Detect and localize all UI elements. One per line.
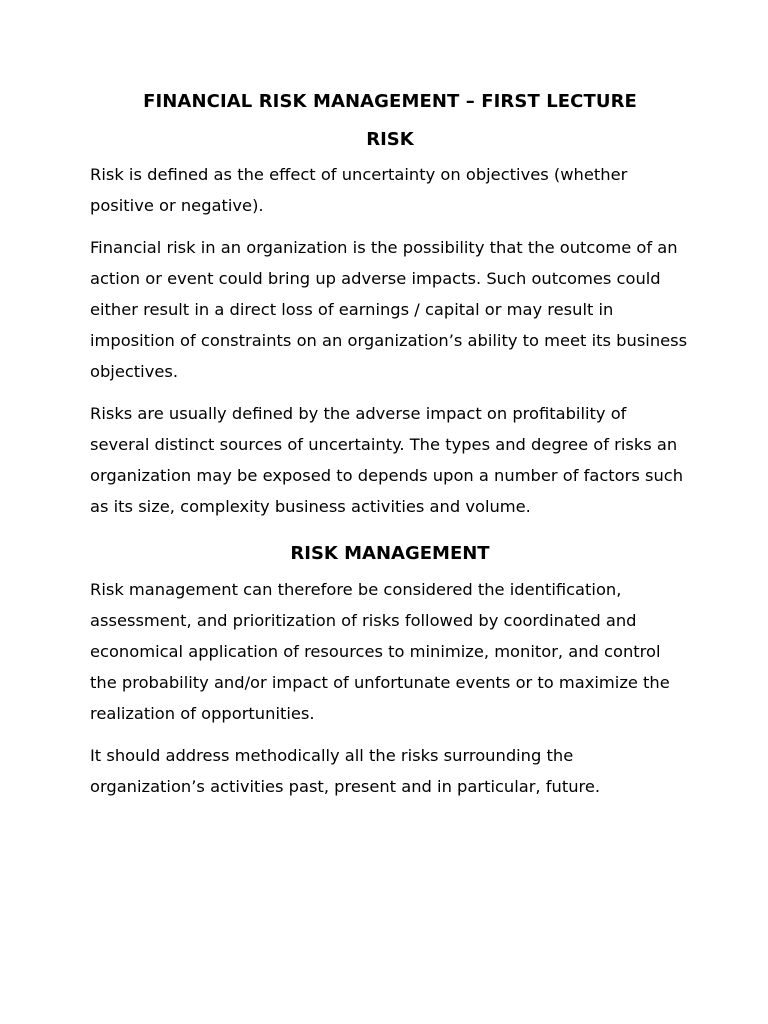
- document-body: [90, 88, 690, 813]
- paragraph-risk-sources: Risks are usually defined by the adverse impact on profitability of several distinct sources of uncertainty. The types and degree of risks an organization may be exposed to depends upon a number of factors such as its size, complexity business activities and volume.: [90, 404, 684, 516]
- section-heading-risk-management: RISK MANAGEMENT: [290, 543, 490, 564]
- paragraph-financial-risk: Financial risk in an organization is the possibility that the outcome of an action or event could bring up adverse impacts. Such outcomes could either result in a direct loss of earnings / capital or may result in imposition of constraints on an organization’s ability to meet its business objectives.: [90, 238, 688, 381]
- section-heading-risk: RISK: [366, 129, 414, 150]
- document-title: FINANCIAL RISK MANAGEMENT – FIRST LECTURE: [143, 91, 637, 112]
- paragraph-risk-definition: Risk is defined as the effect of uncertainty on objectives (whether positive or negative).: [90, 165, 628, 215]
- paragraph-risk-management-scope: It should address methodically all the risks surrounding the organization’s activities past, present and in particular, future.: [90, 746, 601, 796]
- paragraph-risk-management-definition: Risk management can therefore be considered the identification, assessment, and prioritization of risks followed by coordinated and economical application of resources to minimize, monitor, and control the probability and/or impact of unfortunate events or to maximize the realization of opportunities.: [90, 580, 670, 723]
- section-risk-management: [90, 540, 690, 802]
- section-risk: [90, 126, 690, 522]
